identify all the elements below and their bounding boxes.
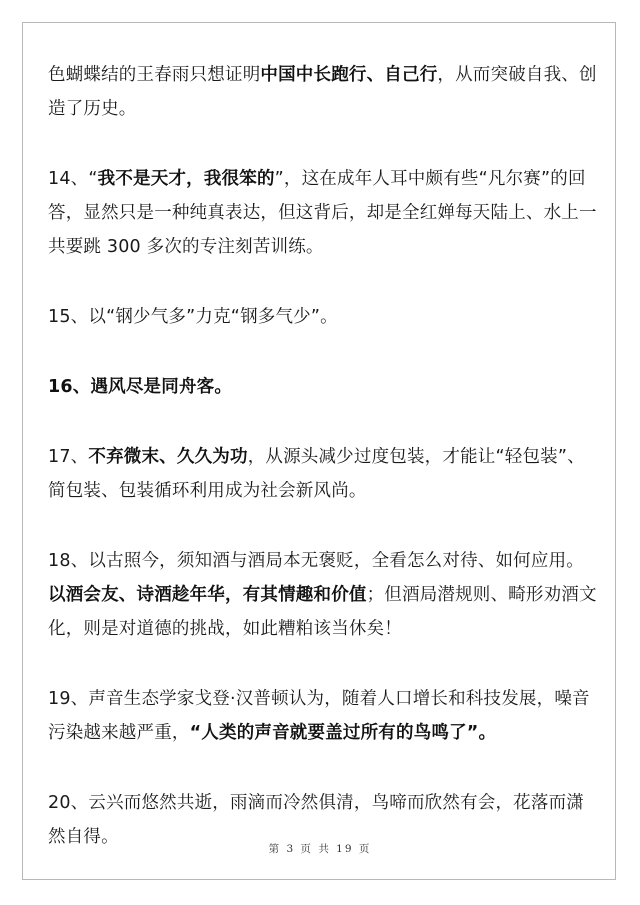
text-segment: ”，这在成年人耳中颇有些“凡尔赛”的回答，显然只是一种纯真表达，但这背后，却是全红婵每天陆上、水上一共要跳 300 多次的专注刻苦训练。 — [48, 169, 597, 257]
text-segment: ；但酒局潜规则、畸形劝酒文化，则是对道德的挑战，如此糟粕该当休矣！ — [48, 585, 597, 639]
text-segment: 色蝴蝶结的王春雨只想证明 — [48, 65, 261, 85]
document-body — [48, 58, 598, 854]
text-segment: 17、 — [48, 447, 89, 467]
text-segment: 15、以“钢少气多”力克“钢多气少”。 — [48, 307, 338, 327]
bold-segment: 以酒会友、诗酒趁年华，有其情趣和价值 — [48, 585, 367, 605]
bold-segment: 不弃微末、久久为功 — [88, 447, 248, 467]
bold-segment: 中国中长跑行、自己行 — [260, 65, 438, 85]
bold-segment: 16、遇风尽是同舟客。 — [48, 377, 233, 397]
bold-segment: 我不是天才，我很笨的 — [97, 169, 275, 189]
paragraph-17 — [48, 440, 598, 508]
bold-segment: “人类的声音就要盖过所有的鸟鸣了”。 — [189, 723, 497, 743]
text-segment: 14、“ — [48, 169, 98, 189]
text-segment: ，从源头减少过度包装，才能让“轻包装”、简包装、包装循环利用成为社会新风尚。 — [48, 447, 585, 501]
text-segment: 19、声音生态学家戈登·汉普顿认为，随着人口增长和科技发展，噪音污染越来越严重， — [48, 689, 590, 743]
paragraph-19 — [48, 682, 598, 750]
page-number-footer: 第 3 页 共 19 页 — [268, 843, 372, 855]
paragraph-14 — [48, 162, 598, 264]
paragraph-15 — [48, 300, 598, 334]
text-segment: ，从而突破自我、创造了历史。 — [48, 65, 597, 119]
paragraph-13-continuation — [48, 58, 598, 126]
paragraph-18 — [48, 544, 598, 646]
paragraph-16 — [48, 370, 598, 404]
text-segment: 20、云兴而悠然共逝，雨滴而冷然俱清，鸟啼而欣然有会，花落而潇然自得。 — [48, 793, 584, 847]
text-segment: 18、以古照今，须知酒与酒局本无褒贬，全看怎么对待、如何应用。 — [48, 551, 584, 571]
